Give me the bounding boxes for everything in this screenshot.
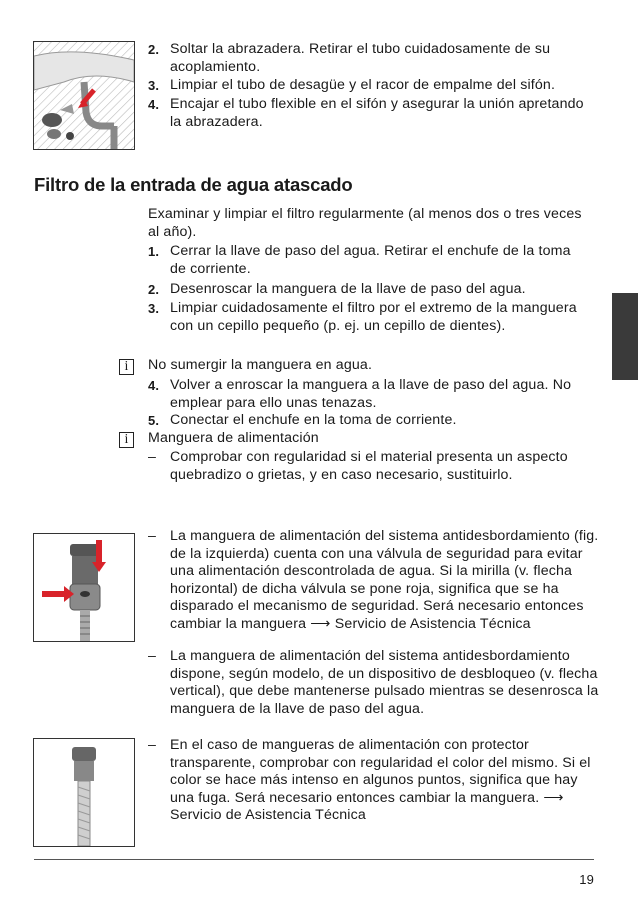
siphon-illustration	[33, 41, 135, 150]
top-step-4-text: Encajar el tubo flexible en el sifón y asegurar la unión apretando la abrazadera.	[170, 96, 584, 130]
bullet-comprobar: – Comprobar con regularidad si el material presenta un aspecto quebradizo o grietas, y en caso necesario, sustituirlo.	[148, 449, 588, 484]
top-step-3: 3. Limpiar el tubo de desagüe y el racor de empalme del sifón.	[148, 77, 598, 95]
top-step-2-text: Soltar la abrazadera. Retirar el tubo cuidadosamente de su acoplamiento.	[170, 41, 551, 75]
step-4-text: Volver a enroscar la manguera a la llave de paso del agua. No emplear para ello unas tenazas.	[170, 377, 572, 411]
hose-protector-illustration	[33, 738, 135, 847]
footer-rule	[34, 859, 594, 860]
step-2: 2. Desenroscar la manguera de la llave de paso del agua.	[148, 281, 588, 299]
note-manguera-alimentacion: Manguera de alimentación	[148, 430, 319, 446]
section-intro: Examinar y limpiar el filtro regularmente (al menos dos o tres veces al año).	[148, 206, 582, 240]
bullet-valvula-seguridad-text: La manguera de alimentación del sistema antidesbordamiento (fig. de la izquierda) cuenta con una válvula de seguridad para evitar una alimentación descontrolada de agua. Si la mirilla (v. flecha horizontal) de dicha válvula se pone roja, significa que se ha disparado el mecanismo de seguridad. Será necesario entonces cambiar la manguera ⟶ Servicio de Asistencia Técnica	[170, 528, 599, 632]
info-icon: i	[119, 359, 134, 375]
info-icon: i	[119, 432, 134, 448]
bullet-protector-transparente: – En el caso de mangueras de alimentación con protector transparente, comprobar con regularidad el color del mismo. Si el color se hace más intenso en algunos puntos, significa que hay una fuga. Será necesario entonces cambiar la manguera. ⟶ Servicio de Asistencia Técnica	[148, 737, 600, 825]
top-step-3-text: Limpiar el tubo de desagüe y el racor de empalme del sifón.	[170, 77, 556, 93]
aquastop-valve-illustration	[33, 533, 135, 642]
chapter-tab	[612, 293, 638, 380]
step-5: 5. Conectar el enchufe en la toma de corriente.	[148, 412, 598, 430]
page-number: 19	[579, 872, 594, 887]
bullet-comprobar-text: Comprobar con regularidad si el material presenta un aspecto quebradizo o grietas, y en caso necesario, sustituirlo.	[170, 449, 568, 483]
step-3-text: Limpiar cuidadosamente el filtro por el extremo de la manguera con un cepillo pequeño (p. ej. un cepillo de dientes).	[170, 300, 577, 334]
bullet-desbloqueo-text: La manguera de alimentación del sistema antidesbordamiento dispone, según modelo, de un dispositivo de desbloqueo (v. flecha vertical), que debe mantenerse pulsado mientras se desenrosca la manguera de la llave de paso del agua.	[170, 648, 599, 717]
step-3: 3. Limpiar cuidadosamente el filtro por el extremo de la manguera con un cepillo pequeño (p. ej. un cepillo de dientes).	[148, 300, 588, 335]
top-step-4: 4. Encajar el tubo flexible en el sifón y asegurar la unión apretando la abrazadera.	[148, 96, 598, 131]
top-step-2: 2. Soltar la abrazadera. Retirar el tubo cuidadosamente de su acoplamiento.	[148, 41, 598, 76]
step-5-text: Conectar el enchufe en la toma de corriente.	[170, 412, 457, 428]
section-title: Filtro de la entrada de agua atascado	[34, 174, 353, 195]
bullet-valvula-seguridad: – La manguera de alimentación del sistema antidesbordamiento (fig. de la izquierda) cuenta con una válvula de seguridad para evitar una alimentación descontrolada de agua. Si la mirilla (v. flecha horizontal) de dicha válvula se pone roja, significa que se ha disparado el mecanismo de seguridad. Será necesario entonces cambiar la manguera ⟶ Servicio de Asistencia Técnica	[148, 528, 599, 632]
bullet-protector-transparente-text: En el caso de mangueras de alimentación con protector transparente, comprobar con regularidad el color del mismo. Si el color se hace más intenso en algunos puntos, significa que hay una fuga. Será necesario entonces cambiar la manguera. ⟶ Servicio de Asistencia Técnica	[170, 737, 591, 823]
step-1-text: Cerrar la llave de paso del agua. Retirar el enchufe de la toma de corriente.	[170, 243, 571, 277]
step-2-text: Desenroscar la manguera de la llave de paso del agua.	[170, 281, 526, 297]
note-no-sumergir: No sumergir la manguera en agua.	[148, 357, 373, 373]
step-1: 1. Cerrar la llave de paso del agua. Retirar el enchufe de la toma de corriente.	[148, 243, 588, 278]
step-4: 4. Volver a enroscar la manguera a la llave de paso del agua. No emplear para ello unas tenazas.	[148, 377, 598, 412]
bullet-desbloqueo: – La manguera de alimentación del sistema antidesbordamiento dispone, según modelo, de un dispositivo de desbloqueo (v. flecha vertical), que debe mantenerse pulsado mientras se desenrosca la manguera de la llave de paso del agua.	[148, 648, 599, 717]
